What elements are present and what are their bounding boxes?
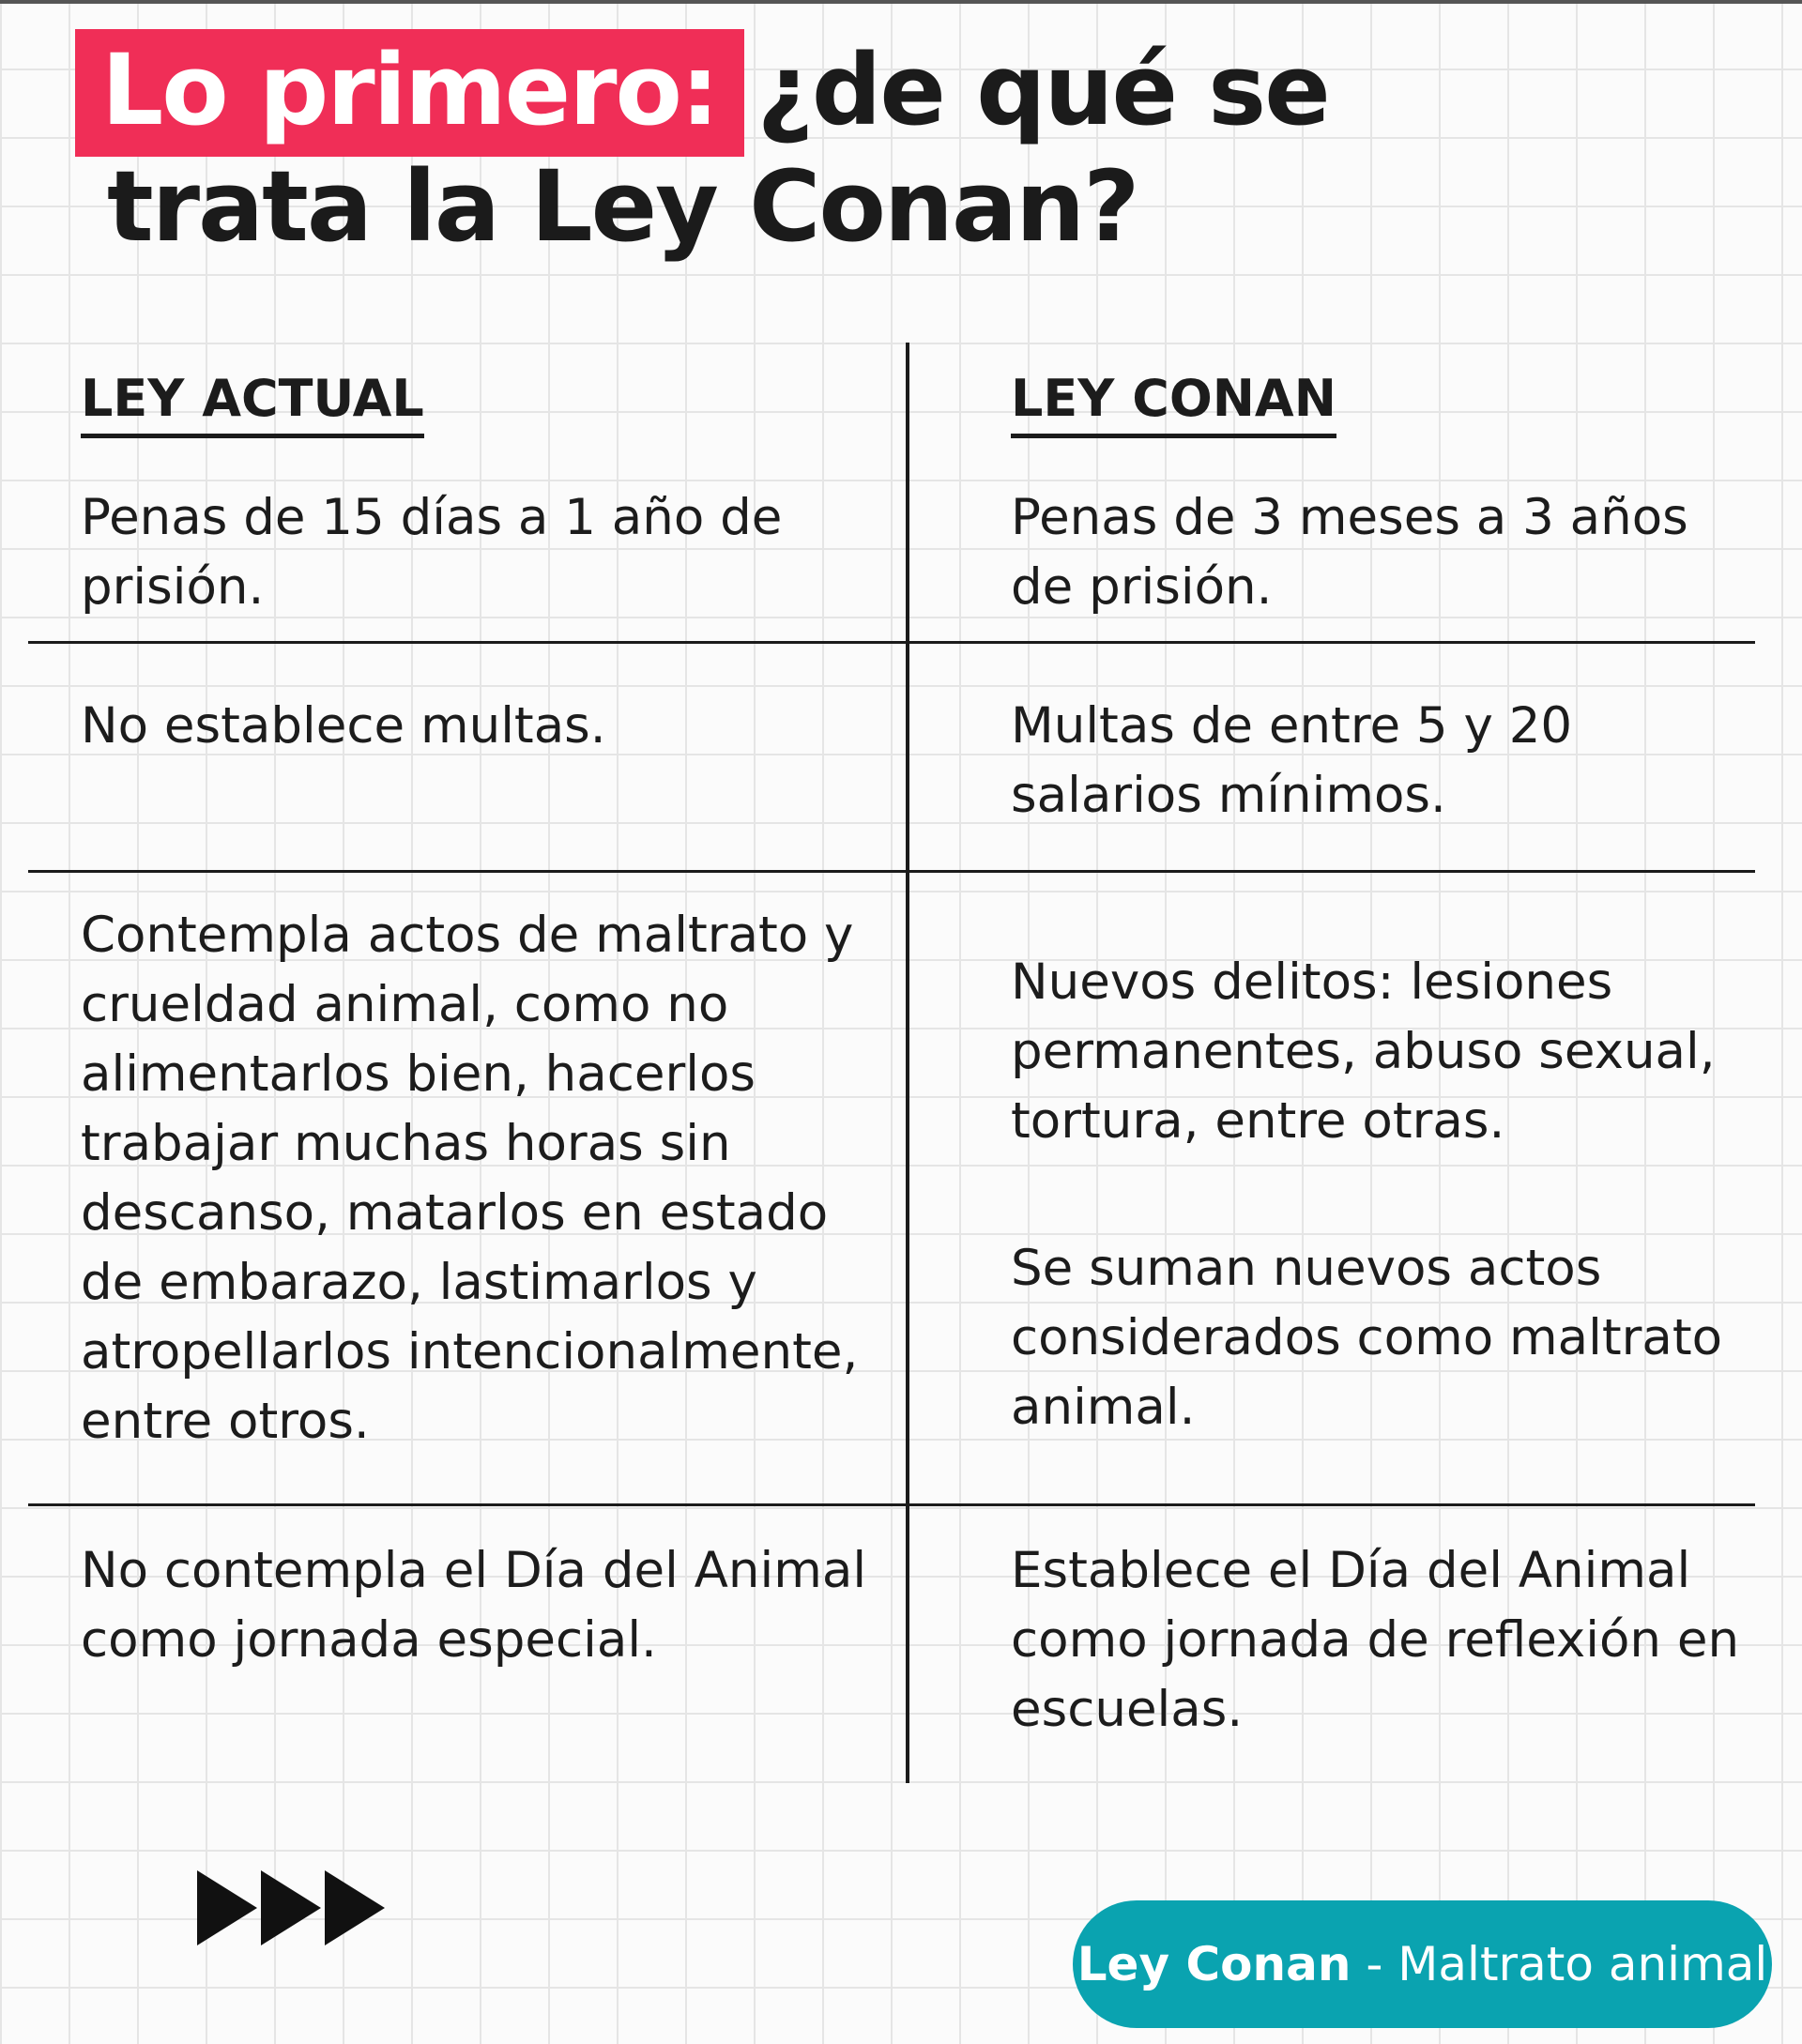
footer-rest: Maltrato animal [1397, 1937, 1768, 1991]
cell-conan-delitos: Nuevos delitos: lesiones permanentes, abuso sexual, tortura, entre otras. [1011, 953, 1716, 1150]
cell-actual-penas: Penas de 15 días a 1 año de prisión. [81, 489, 783, 616]
cell-actual-maltrato: Contempla actos de maltrato y crueldad animal, como no alimentarlos bien, hacerlos trabajar muchas horas sin descanso, matarlos en estado de embarazo, lastimarlos y atropellarlos intencionalmente, entre otros. [81, 907, 859, 1450]
top-rule [0, 0, 1802, 4]
title-line1-rest: ¿de qué se [756, 33, 1329, 147]
cell-conan-penas: Penas de 3 meses a 3 años de prisión. [1011, 489, 1688, 616]
page-title [75, 32, 1483, 265]
footer-bold: Ley Conan [1077, 1937, 1352, 1991]
cell-conan-nuevos-actos: Se suman nuevos actos considerados como maltrato animal. [1011, 1240, 1723, 1436]
table-row-divider [28, 641, 1755, 644]
column-header-ley-actual: LEY ACTUAL [81, 366, 424, 438]
table-row-divider [28, 1503, 1755, 1506]
title-line2: trata la Ley Conan? [107, 149, 1138, 264]
triple-play-arrow-icon [197, 1870, 385, 1945]
footer-separator: - [1351, 1937, 1398, 1991]
cell-actual-dia-animal: No contempla el Día del Animal como jornada especial. [81, 1542, 867, 1669]
column-header-ley-conan: LEY CONAN [1011, 366, 1336, 438]
title-highlight: Lo primero: [75, 29, 744, 157]
table-column-divider [906, 343, 909, 1783]
cell-conan-multas: Multas de entre 5 y 20 salarios mínimos. [1011, 697, 1573, 824]
table-row-divider [28, 870, 1755, 873]
footer-topic-badge [1073, 1900, 1772, 2028]
cell-actual-multas: No establece multas. [81, 697, 606, 755]
cell-conan-dia-animal: Establece el Día del Animal como jornada de reflexión en escuelas. [1011, 1542, 1740, 1738]
